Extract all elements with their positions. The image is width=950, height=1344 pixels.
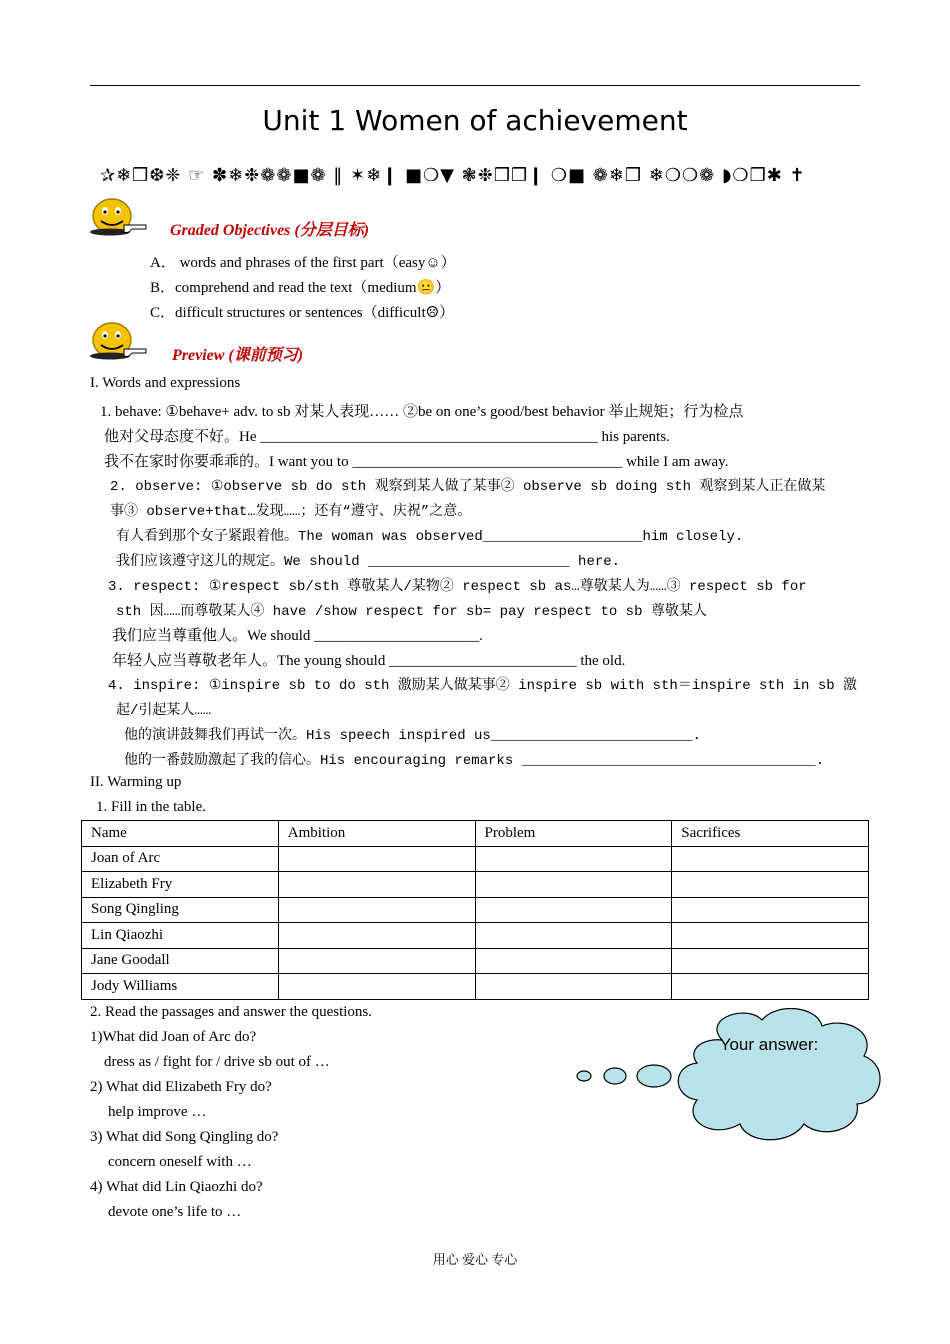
ambition-cell[interactable] (278, 897, 475, 923)
inspire-line-2: 起/引起某人…… (116, 703, 212, 719)
ambition-cell[interactable] (278, 948, 475, 974)
question-2: 2) What did Elizabeth Fry do? (90, 1079, 272, 1095)
achievement-table (81, 820, 869, 1000)
table-row (82, 872, 869, 898)
respect-line: 3. respect: ①respect sb/sth 尊敬某人/某物② respect sb as…尊敬某人为……③ respect sb for (108, 579, 807, 595)
table-row (82, 948, 869, 974)
name-cell: Joan of Arc (82, 846, 279, 872)
header-name: Name (82, 821, 279, 847)
name-cell: Lin Qiaozhi (82, 923, 279, 949)
observe-line-2: 事③ observe+that…发现……；还有“遵守、庆祝”之意。 (110, 504, 472, 520)
observe-example-2: 我们应该遵守这儿的规定。We should ________________________ here. (116, 554, 621, 570)
question-1: 1)What did Joan of Arc do? (90, 1029, 257, 1045)
graded-objectives-heading: Graded Objectives (分层目标) (170, 222, 370, 239)
observe-line: 2. observe: ①observe sb do sth 观察到某人做了某事② observe sb doing sth 观察到某人正在做某 (110, 479, 826, 495)
inspire-example-2: 他的一番鼓励激起了我的信心。His encouraging remarks ___________________________________. (124, 753, 825, 769)
footer: 用心 爱心 专心 (432, 1252, 518, 1267)
words-heading: I. Words and expressions (90, 375, 241, 391)
sacrifices-cell[interactable] (672, 897, 869, 923)
inspire-example-1: 他的演讲鼓舞我们再试一次。His speech inspired us________________________. (124, 728, 701, 744)
sacrifices-cell[interactable] (672, 948, 869, 974)
wingdings-line: ✰❄❒❆❈ ☞ ✽❄❉❁❁■❁ ‖ ✶❄❙ ■❍▼ ❃❉❒❒❙ ❍■ ❁❄❒ ❄❍❍❁ ◗❍❒✱ ✝ (100, 165, 806, 186)
table-row (82, 846, 869, 872)
preview-heading: Preview (课前预习) (172, 347, 304, 364)
name-cell: Song Qingling (82, 897, 279, 923)
page-title: Unit 1 Women of achievement (262, 104, 688, 137)
question-4: 4) What did Lin Qiaozhi do? (90, 1179, 263, 1195)
header-ambition: Ambition (278, 821, 475, 847)
task-1: 1. Fill in the table. (96, 799, 206, 815)
observe-example-1: 有人看到那个女子紧跟着他。The woman was observed___________________him closely. (116, 529, 744, 545)
table-row (82, 974, 869, 1000)
question-3: 3) What did Song Qingling do? (90, 1129, 279, 1145)
respect-line-2: sth 因……而尊敬某人④ have /show respect for sb= pay respect to sb 尊敬某人 (116, 604, 707, 620)
table-row (82, 923, 869, 949)
ambition-cell[interactable] (278, 846, 475, 872)
ambition-cell[interactable] (278, 872, 475, 898)
problem-cell[interactable] (475, 974, 672, 1000)
objective-c: C．difficult structures or sentences（difficult☹） (150, 305, 455, 321)
header-rule (90, 85, 860, 86)
problem-cell[interactable] (475, 923, 672, 949)
objective-b: B．comprehend and read the text（medium😐） (150, 280, 451, 296)
respect-example-1: 我们应当尊重他人。We should ______________________. (112, 628, 483, 644)
respect-example-2: 年轻人应当尊敬老年人。The young should _________________________ the old. (112, 653, 626, 669)
name-cell: Jane Goodall (82, 948, 279, 974)
behave-example-2: 我不在家时你要乖乖的。I want you to ____________________________________ while I am away. (104, 454, 729, 470)
hint-4: devote one’s life to … (108, 1204, 242, 1220)
behave-line: 1. behave: ①behave+ adv. to sb 对某人表现…… ②be on one’s good/best behavior 举止规矩；行为检点 (100, 404, 744, 420)
smiley-pointer-icon-2 (88, 320, 150, 364)
name-cell: Jody Williams (82, 974, 279, 1000)
sacrifices-cell[interactable] (672, 974, 869, 1000)
problem-cell[interactable] (475, 948, 672, 974)
table-row (82, 897, 869, 923)
problem-cell[interactable] (475, 846, 672, 872)
warming-heading: II. Warming up (90, 774, 182, 790)
task-2: 2. Read the passages and answer the questions. (90, 1004, 373, 1020)
inspire-line: 4. inspire: ①inspire sb to do sth 激励某人做某事② inspire sb with sth＝inspire sth in sb 激 (108, 678, 858, 694)
header-problem: Problem (475, 821, 672, 847)
table-header-row (82, 821, 869, 847)
problem-cell[interactable] (475, 872, 672, 898)
answer-cloud-text: Your answer: (719, 1035, 819, 1054)
hint-2: help improve … (108, 1104, 207, 1120)
name-cell: Elizabeth Fry (82, 872, 279, 898)
answer-cloud-icon (572, 1008, 892, 1150)
sacrifices-cell[interactable] (672, 872, 869, 898)
hint-1: dress as / fight for / drive sb out of … (104, 1054, 330, 1070)
hint-3: concern oneself with … (108, 1154, 252, 1170)
sacrifices-cell[interactable] (672, 846, 869, 872)
smiley-pointer-icon (88, 196, 150, 240)
ambition-cell[interactable] (278, 923, 475, 949)
ambition-cell[interactable] (278, 974, 475, 1000)
sacrifices-cell[interactable] (672, 923, 869, 949)
objective-a: A． words and phrases of the first part（easy☺） (150, 255, 456, 271)
header-sacrifices: Sacrifices (672, 821, 869, 847)
behave-example-1: 他对父母态度不好。He _____________________________________________ his parents. (104, 429, 670, 445)
problem-cell[interactable] (475, 897, 672, 923)
